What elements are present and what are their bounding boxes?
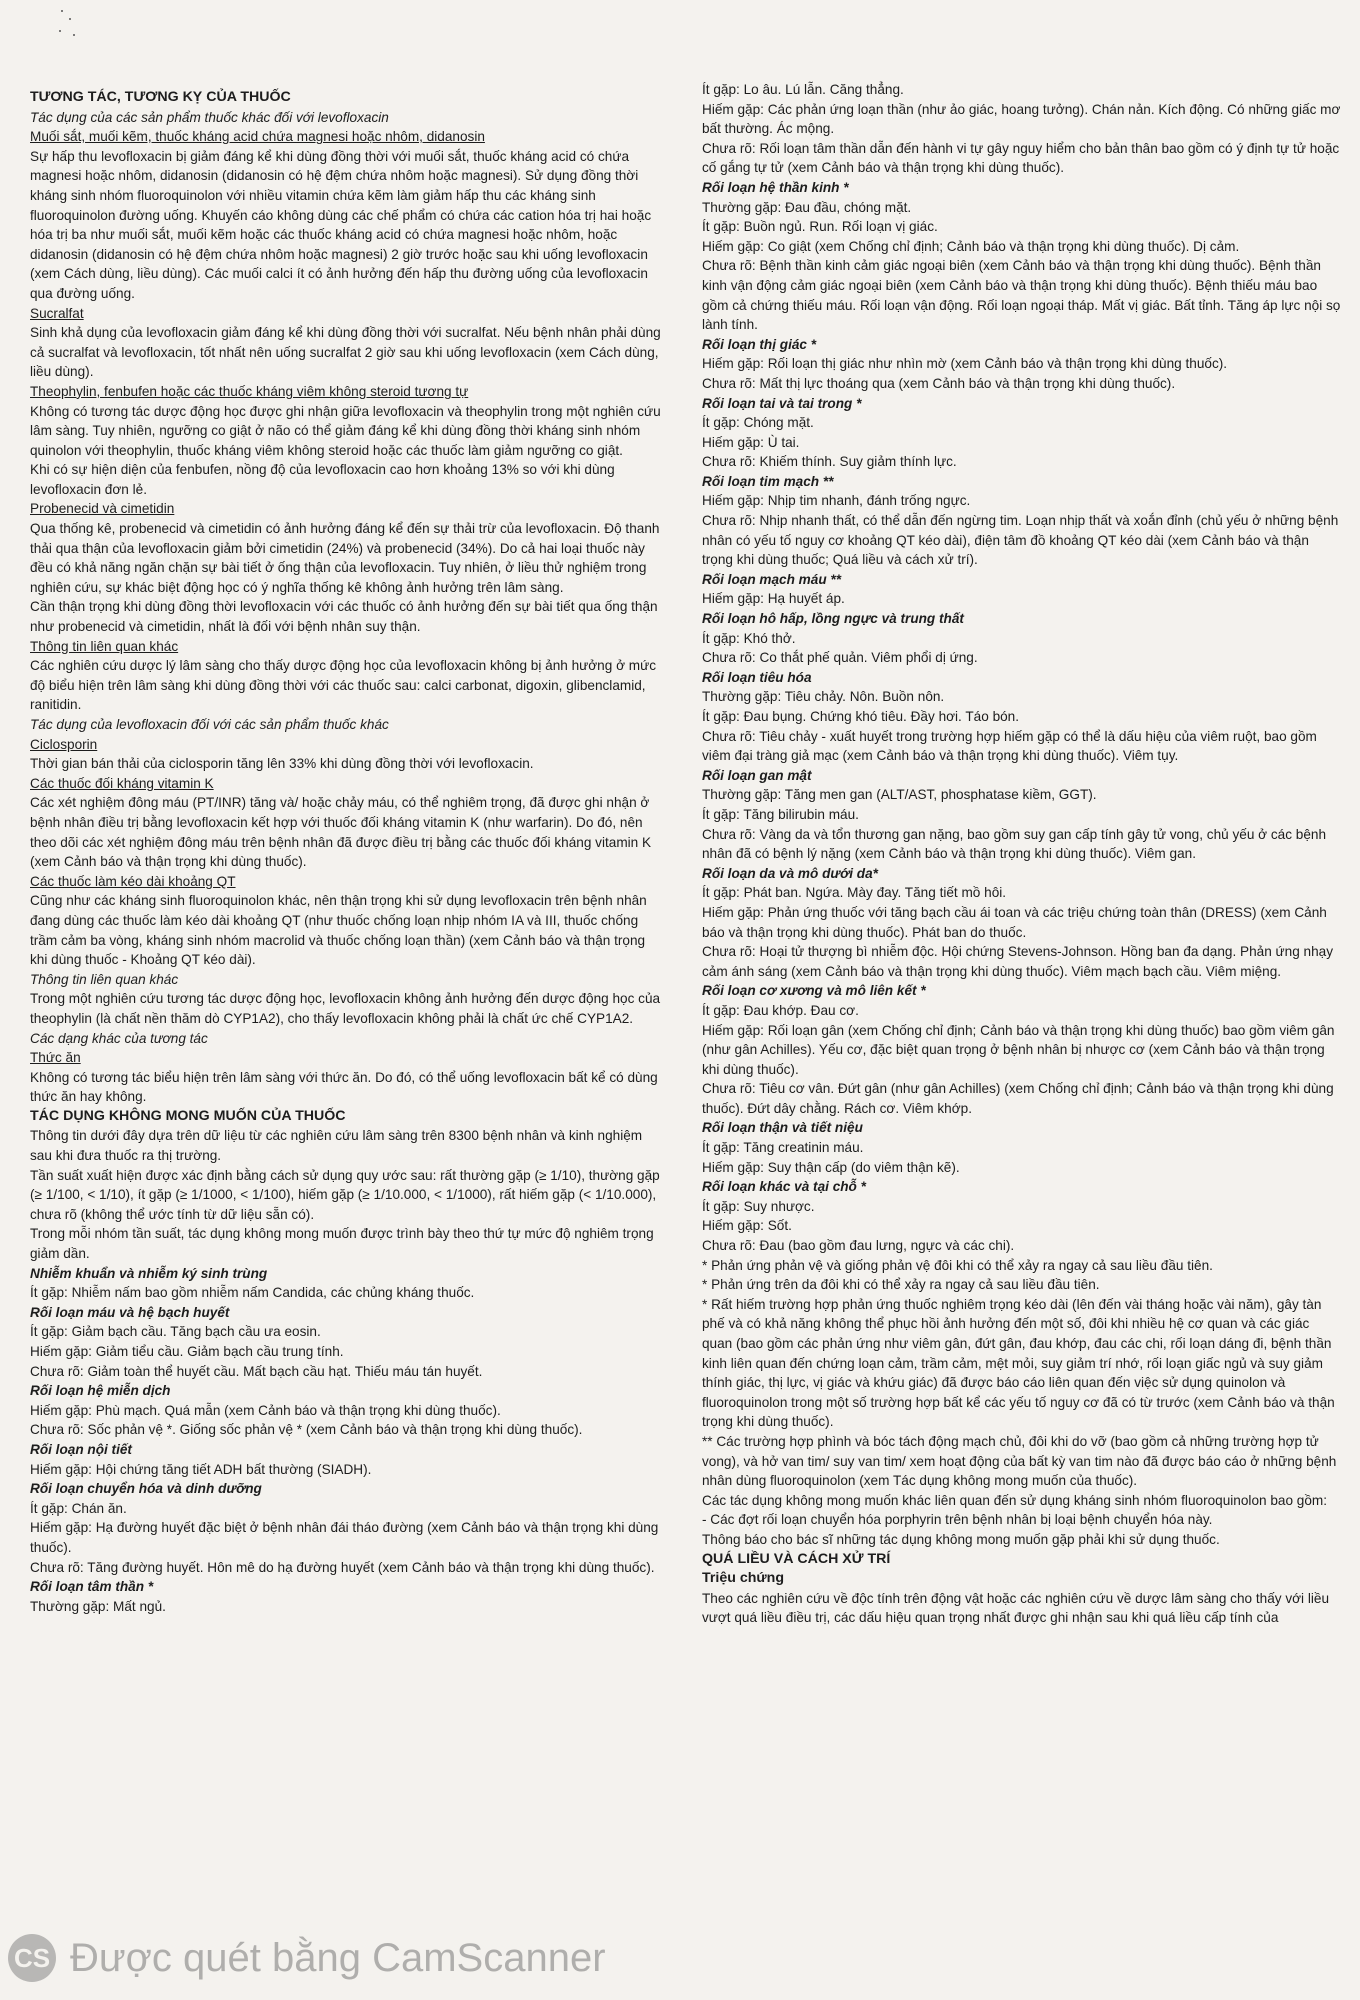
right-subsection-heading: Rối loạn mạch máu **: [702, 571, 841, 587]
right-paragraph: Chưa rõ: Tiêu chảy - xuất huyết trong trường hợp hiếm gặp có thể là dấu hiệu của viêm ruột, bao gồm viêm đại tràng giả mạc (xem Cảnh báo và thận trọng khi dùng thuốc). Viêm tụy.: [702, 728, 1317, 764]
left-italic-heading: Thông tin liên quan khác: [30, 971, 179, 987]
right-paragraph: Hiếm gặp: Rối loạn thị giác như nhìn mờ (xem Cảnh báo và thận trọng khi dùng thuốc).: [702, 356, 1228, 372]
right-paragraph: Các tác dụng không mong muốn khác liên quan đến sử dụng kháng sinh nhóm fluoroquinolon bao gồm:: [702, 1492, 1328, 1508]
left-paragraph: Khi có sự hiện diện của fenbufen, nồng độ của levofloxacin cao hơn khoảng 13% so với khi dùng levofloxacin đơn lẻ.: [30, 462, 615, 497]
left-paragraph: Thời gian bán thải của ciclosporin tăng lên 33% khi dùng đồng thời với levofloxacin.: [30, 756, 534, 772]
right-subsection-heading: Rối loạn thận và tiết niệu: [702, 1120, 863, 1136]
right-paragraph: Hiếm gặp: Hạ huyết áp.: [702, 591, 845, 607]
left-subsection-heading: Nhiễm khuẩn và nhiễm ký sinh trùng: [30, 1265, 268, 1281]
left-paragraph: Cũng như các kháng sinh fluoroquinolon khác, nên thận trọng khi sử dụng levofloxacin trên bệnh nhân đang dùng các thuốc làm kéo dài khoảng QT (như thuốc chống loạn nhịp nhóm IA và III, thuốc chống trầm cảm ba vòng, kháng sinh nhóm macrolid và thuốc chống loạn thần) (xem Cảnh báo và thận trọng khi dùng thuốc - Khoảng QT kéo dài).: [30, 893, 647, 968]
right-paragraph: Ít gặp: Đau khớp. Đau cơ.: [702, 1002, 859, 1018]
left-paragraph: Các xét nghiệm đông máu (PT/INR) tăng và/ hoặc chảy máu, có thể nghiêm trọng, đã được ghi nhận ở bệnh nhân điều trị bằng levofloxacin kết hợp với thuốc đối kháng vitamin K (như warfarin). Do đó, nên theo dõi các xét nghiệm đông máu trên bệnh nhân đã được điều trị bằng các thuốc đối kháng vitamin K (xem Cảnh báo và thận trọng khi dùng thuốc).: [30, 795, 652, 870]
left-paragraph: Hiếm gặp: Phù mạch. Quá mẫn (xem Cảnh báo và thận trọng khi dùng thuốc).: [30, 1402, 501, 1418]
left-paragraph: Trong mỗi nhóm tần suất, tác dụng không mong muốn được trình bày theo thứ tự mức độ nghiêm trọng giảm dần.: [30, 1226, 654, 1262]
left-italic-heading: Các dạng khác của tương tác: [30, 1030, 208, 1046]
right-paragraph: Hiếm gặp: Các phản ứng loạn thần (như ảo giác, hoang tưởng). Chán nản. Kích động. Có những giấc mơ bất thường. Ác mộng.: [702, 101, 1341, 137]
left-paragraph: Hiếm gặp: Giảm tiểu cầu. Giảm bạch cầu trung tính.: [30, 1344, 344, 1359]
right-paragraph: Ít gặp: Tăng bilirubin máu.: [702, 806, 859, 822]
right-paragraph: Ít gặp: Phát ban. Ngứa. Mày đay. Tăng tiết mồ hôi.: [702, 885, 1007, 901]
right-paragraph: Ít gặp: Tăng creatinin máu.: [702, 1140, 864, 1156]
right-paragraph: Chưa rõ: Co thắt phế quản. Viêm phổi dị ứng.: [702, 650, 978, 666]
right-section-heading: QUÁ LIỀU VÀ CÁCH XỬ TRÍ: [702, 1550, 891, 1567]
right-paragraph: Ít gặp: Lo âu. Lú lẫn. Căng thẳng.: [702, 82, 904, 97]
right-column: [702, 80, 1342, 1628]
left-underlined-heading: Sucralfat: [30, 305, 84, 321]
right-subsection-heading: Rối loạn tiêu hóa: [702, 669, 812, 685]
left-underlined-heading: Thức ăn: [30, 1050, 81, 1066]
right-paragraph: Thường gặp: Đau đầu, chóng mặt.: [702, 199, 912, 215]
left-underlined-heading: Theophylin, fenbufen hoặc các thuốc kháng viêm không steroid tương tự: [30, 383, 469, 399]
watermark-text: Được quét bằng CamScanner: [70, 1935, 606, 1980]
left-paragraph: Hiếm gặp: Hội chứng tăng tiết ADH bất thường (SIADH).: [30, 1461, 372, 1477]
right-paragraph: Chưa rõ: Mất thị lực thoáng qua (xem Cảnh báo và thận trọng khi dùng thuốc).: [702, 375, 1176, 391]
left-section-heading: TƯƠNG TÁC, TƯƠNG KỴ CỦA THUỐC: [30, 89, 291, 105]
right-paragraph: Chưa rõ: Rối loạn tâm thần dẫn đến hành vi tự gây nguy hiểm cho bản thân bao gồm có ý định tự tử hoặc cố gắng tự tử (xem Cảnh báo và thận trọng khi dùng thuốc).: [702, 140, 1340, 176]
left-underlined-heading: Thông tin liên quan khác: [30, 638, 179, 654]
right-paragraph: Ít gặp: Suy nhược.: [702, 1198, 815, 1214]
right-paragraph: Chưa rõ: Vàng da và tổn thương gan nặng, bao gồm suy gan cấp tính gây tử vong, chủ yếu ở các bệnh nhân đã có bệnh lý nặng (xem Cảnh báo và thận trọng khi dùng thuốc). Viêm gan.: [702, 826, 1327, 862]
left-paragraph: Không có tương tác biểu hiện trên lâm sàng với thức ăn. Do đó, có thể uống levofloxacin bất kể có dùng thức ăn hay không.: [30, 1069, 658, 1105]
left-underlined-heading: Các thuốc làm kéo dài khoảng QT: [30, 873, 236, 889]
right-subsection-heading: Rối loạn tim mạch **: [702, 473, 834, 489]
camscanner-watermark: [8, 1930, 1008, 1986]
right-subsection-heading: Rối loạn tai và tai trong *: [702, 395, 862, 411]
left-underlined-heading: Ciclosporin: [30, 736, 98, 752]
left-paragraph: Chưa rõ: Tăng đường huyết. Hôn mê do hạ đường huyết (xem Cảnh báo và thận trọng khi dùng thuốc).: [30, 1559, 655, 1575]
left-paragraph: Sinh khả dụng của levofloxacin giảm đáng kể khi dùng đồng thời với sucralfat. Nếu bệnh nhân phải dùng cả sucralfat và levofloxacin, tốt nhất nên uống sucralfat 2 giờ sau khi uống levofloxacin (xem Cách dùng, liều dùng).: [30, 325, 661, 380]
right-paragraph: Thường gặp: Tiêu chảy. Nôn. Buồn nôn.: [702, 689, 945, 705]
left-paragraph: Tần suất xuất hiện được xác định bằng cách sử dụng quy ước sau: rất thường gặp (≥ 1/10), thường gặp (≥ 1/100, < 1/10), ít gặp (≥ 1/1000, < 1/100), hiếm gặp (≥ 1/10.000, < 1/1000), rất hiếm gặp (< 1/10.000), chưa rõ (không thể ước tính từ dữ liệu sẵn có).: [30, 1167, 660, 1222]
right-paragraph: ** Các trường hợp phình và bóc tách động mạch chủ, đôi khi do vỡ (bao gồm cả những trường hợp tử vong), và hở van tim/ suy van tim/ xem hoạt động của bất kỳ van tim nào đã được báo cáo ở những bệnh nhân dùng fluoroquinolon (xem Tác dụng không mong muốn của thuốc).: [702, 1433, 1337, 1489]
right-paragraph: Thường gặp: Tăng men gan (ALT/AST, phosphatase kiềm, GGT).: [702, 787, 1097, 803]
left-paragraph: Chưa rõ: Giảm toàn thể huyết cầu. Mất bạch cầu hạt. Thiếu máu tán huyết.: [30, 1363, 483, 1379]
right-subsection-heading: Rối loạn thị giác *: [702, 336, 817, 352]
right-paragraph: Hiếm gặp: Phản ứng thuốc với tăng bạch cầu ái toan và các triệu chứng toàn thân (DRESS) (xem Cảnh báo và thận trọng khi dùng thuốc). Phát ban do thuốc.: [702, 904, 1327, 940]
left-underlined-heading: Các thuốc đối kháng vitamin K: [30, 775, 214, 791]
right-subsection-heading: Rối loạn hô hấp, lồng ngực và trung thất: [702, 611, 964, 627]
right-paragraph: Ít gặp: Đau bụng. Chứng khó tiêu. Đầy hơi. Táo bón.: [702, 709, 1020, 724]
right-paragraph: Hiếm gặp: Suy thận cấp (do viêm thận kẽ).: [702, 1159, 960, 1175]
right-paragraph: Hiếm gặp: Co giật (xem Chống chỉ định; Cảnh báo và thận trọng khi dùng thuốc). Dị cảm.: [702, 238, 1240, 254]
left-paragraph: Qua thống kê, probenecid và cimetidin có ảnh hưởng đáng kể đến sự thải trừ của levofloxacin. Độ thanh thải qua thận của levofloxacin giảm bởi cimetidin (24%) và probenecid (34%). Do cả hai loại thuốc này đều có khả năng ngăn chặn sự bài tiết ở ống thận của levofloxacin. Tuy nhiên, ở liều thử nghiệm trong nghiên cứu, sự khác biệt động học có ý nghĩa thống kê không ảnh hưởng trên lâm sàng.: [30, 521, 660, 595]
right-subsection-heading: Rối loạn cơ xương và mô liên kết *: [702, 983, 926, 999]
left-subsection-heading: Rối loạn chuyển hóa và dinh dưỡng: [30, 1481, 262, 1497]
left-italic-heading: Tác dụng của các sản phẩm thuốc khác đối với levofloxacin: [30, 109, 389, 125]
left-paragraph: Trong một nghiên cứu tương tác dược động học, levofloxacin không ảnh hưởng đến dược động học của theophylin (là chất nền thăm dò CYP1A2), cho thấy levofloxacin không phải là chất ức chế CYP1A2.: [30, 991, 661, 1026]
right-paragraph: Ít gặp: Khó thở.: [702, 630, 796, 646]
left-paragraph: Cần thận trọng khi dùng đồng thời levofloxacin với các thuốc có ảnh hưởng đến sự bài tiết qua ống thận như probenecid và cimetidin, nhất là đối với bệnh nhân suy thận.: [30, 599, 658, 635]
right-paragraph: Hiếm gặp: Sốt.: [702, 1218, 792, 1234]
left-subsection-heading: Rối loạn nội tiết: [30, 1441, 132, 1457]
left-paragraph: Chưa rõ: Sốc phản vệ *. Giống sốc phản vệ * (xem Cảnh báo và thận trọng khi dùng thuốc).: [30, 1422, 583, 1438]
left-paragraph: Thông tin dưới đây dựa trên dữ liệu từ các nghiên cứu lâm sàng trên 8300 bệnh nhân và kinh nghiệm sau khi đưa thuốc ra thị trường.: [30, 1128, 643, 1164]
left-paragraph: Hiếm gặp: Hạ đường huyết đặc biệt ở bệnh nhân đái tháo đường (xem Cảnh báo và thận trọng khi dùng thuốc).: [30, 1520, 659, 1555]
right-subsection-heading: Rối loạn da và mô dưới da*: [702, 865, 878, 881]
left-subsection-heading: Rối loạn hệ miễn dịch: [30, 1383, 171, 1399]
right-subsection-heading: Rối loạn hệ thần kinh *: [702, 179, 849, 195]
left-underlined-heading: Probenecid và cimetidin: [30, 501, 175, 517]
right-paragraph: Hiếm gặp: Ù tai.: [702, 434, 800, 450]
left-paragraph: Không có tương tác dược động học được ghi nhận giữa levofloxacin và theophylin trong một nghiên cứu lâm sàng. Tuy nhiên, ngưỡng co giật ở não có thể giảm đáng kể khi dùng đồng thời kháng sinh nhóm quinolon với theophylin, thuốc kháng viêm không steroid hoặc các thuốc làm giảm ngưỡng co giật.: [30, 403, 661, 458]
left-paragraph: Ít gặp: Chán ăn.: [30, 1500, 127, 1516]
scan-specks: [55, 8, 95, 48]
left-paragraph: Thường gặp: Mất ngủ.: [30, 1598, 166, 1614]
right-paragraph: Hiếm gặp: Nhịp tim nhanh, đánh trống ngực.: [702, 493, 971, 509]
right-section-heading: Triệu chứng: [702, 1570, 785, 1587]
right-paragraph: Chưa rõ: Hoại tử thượng bì nhiễm độc. Hội chứng Stevens-Johnson. Hồng ban đa dạng. Phản ứng nhạy cảm ánh sáng (xem Cảnh báo và thận trọng khi dùng thuốc). Viêm mạch bạch cầu. Viêm miệng.: [702, 944, 1334, 979]
camscanner-logo-icon: CS: [8, 1934, 56, 1982]
left-column: [30, 88, 666, 1616]
left-paragraph: Sự hấp thu levofloxacin bị giảm đáng kể khi dùng đồng thời với muối sắt, thuốc kháng acid có chứa magnesi hoặc nhôm, didanosin (didanosin có hệ đệm chứa nhôm hoặc magnesi). Sử dụng đồng thời kháng sinh nhóm fluoroquinolon với nhiều vitamin chứa kẽm làm giảm hấp thu các kháng sinh fluoroquinolon đường uống. Khuyến cáo không dùng các chế phẩm có chứa các cation hóa trị hai hoặc hóa trị ba như muối sắt, muối kẽm hoặc các thuốc kháng acid có chứa magnesi hoặc nhôm, hoặc didanosin (didanosin có hệ đệm chứa nhôm hoặc magnesi) 2 giờ trước hoặc sau khi uống levofloxacin (xem Cách dùng, liều dùng). Các muối calci ít có ảnh hưởng đến hấp thu đường uống của levofloxacin qua đường uống.: [30, 148, 652, 301]
right-paragraph: Chưa rõ: Nhịp nhanh thất, có thể dẫn đến ngừng tim. Loạn nhịp thất và xoắn đỉnh (chủ yếu ở những bệnh nhân có yếu tố nguy cơ khoảng QT kéo dài), điện tâm đồ khoảng QT kéo dài (xem Cảnh báo và thận trọng khi dùng thuốc; Quá liều và cách xử trí).: [702, 513, 1339, 568]
left-section-heading: TÁC DỤNG KHÔNG MONG MUỐN CỦA THUỐC: [30, 1107, 346, 1124]
right-paragraph: Chưa rõ: Khiếm thính. Suy giảm thính lực.: [702, 454, 957, 470]
right-paragraph: Chưa rõ: Đau (bao gồm đau lưng, ngực và các chi).: [702, 1238, 1015, 1254]
left-subsection-heading: Rối loạn tâm thần *: [30, 1579, 154, 1595]
right-subsection-heading: Rối loạn gan mật: [702, 767, 812, 783]
right-paragraph: - Các đợt rối loạn chuyển hóa porphyrin trên bệnh nhân bị loại bệnh chuyển hóa này.: [702, 1512, 1213, 1528]
right-paragraph: Ít gặp: Chóng mặt.: [702, 415, 814, 431]
right-paragraph: Chưa rõ: Tiêu cơ vân. Đứt gân (như gân Achilles) (xem Chống chỉ định; Cảnh báo và thận trọng khi dùng thuốc). Đứt dây chằng. Rách cơ. Viêm khớp.: [702, 1081, 1334, 1116]
right-paragraph: Hiếm gặp: Rối loạn gân (xem Chống chỉ định; Cảnh báo và thận trọng khi dùng thuốc) bao gồm viêm gân (như gân Achilles). Yếu cơ, đặc biệt quan trọng ở bệnh nhân bị nhược cơ (xem Cảnh báo và thận trọng khi dùng thuốc).: [702, 1022, 1335, 1077]
right-subsection-heading: Rối loạn khác và tại chỗ *: [702, 1179, 866, 1195]
right-paragraph: * Rất hiếm trường hợp phản ứng thuốc nghiêm trọng kéo dài (lên đến vài tháng hoặc vài năm), gây tàn phế và có khả năng không thể phục hồi ảnh hưởng đến một số, đôi khi nhiều hệ cơ quan và các giác quan (bao gồm các phản ứng như viêm gân, đứt gân, đau khớp, đau các chi, rối loạn dáng đi, bệnh thần kinh liên quan đến chứng loạn cảm, trầm cảm, mệt mỏi, suy giảm trí nhớ, rối loạn giấc ngủ và suy giảm thính giác, thị lực, vị giác và khứu giác) đã được báo cáo liên quan đến việc sử dụng quinolon và fluoroquinolon trong một số trường hợp bất kể các yếu tố nguy cơ đã có từ trước (xem Cảnh báo và thận trọng khi dùng thuốc).: [702, 1296, 1335, 1430]
right-paragraph: Thông báo cho bác sĩ những tác dụng không mong muốn gặp phải khi sử dụng thuốc.: [702, 1531, 1220, 1547]
right-paragraph: * Phản ứng trên da đôi khi có thể xảy ra ngay cả sau liều đầu tiên.: [702, 1277, 1100, 1293]
right-paragraph: Chưa rõ: Bệnh thần kinh cảm giác ngoại biên (xem Cảnh báo và thận trọng khi dùng thuốc). Bệnh thần kinh vận động cảm giác ngoại biên (xem Cảnh báo và thận trọng khi dùng thuốc). Bệnh thiếu máu bao gồm cả chứng thiếu máu. Rối loạn vận động. Rối loạn ngoại tháp. Mất vị giác. Bất tỉnh. Tăng áp lực nội sọ lành tính.: [702, 258, 1341, 333]
right-paragraph: Theo các nghiên cứu về độc tính trên động vật hoặc các nghiên cứu về dược lâm sàng cho thấy với liều vượt quá liều điều trị, các dấu hiệu quan trọng nhất được ghi nhận sau khi quá liều cấp tính của: [702, 1590, 1329, 1626]
left-paragraph: Các nghiên cứu dược lý lâm sàng cho thấy dược động học của levofloxacin không bị ảnh hưởng ở mức độ biểu hiện trên lâm sàng khi dùng đồng thời với các thuốc sau: calci carbonat, digoxin, glibenclamid, ranitidin.: [30, 658, 656, 713]
right-paragraph: * Phản ứng phản vệ và giống phản vệ đôi khi có thể xảy ra ngay cả sau liều đầu tiên.: [702, 1257, 1213, 1273]
left-paragraph: Ít gặp: Giảm bạch cầu. Tăng bạch cầu ưa eosin.: [30, 1324, 321, 1340]
left-subsection-heading: Rối loạn máu và hệ bạch huyết: [30, 1304, 230, 1320]
right-paragraph: Ít gặp: Buồn ngủ. Run. Rối loạn vị giác.: [702, 219, 938, 235]
left-italic-heading: Tác dụng của levofloxacin đối với các sản phẩm thuốc khác: [30, 717, 389, 732]
left-paragraph: Ít gặp: Nhiễm nấm bao gồm nhiễm nấm Candida, các chủng kháng thuốc.: [30, 1285, 475, 1301]
left-underlined-heading: Muối sắt, muối kẽm, thuốc kháng acid chứa magnesi hoặc nhôm, didanosin: [30, 129, 485, 145]
